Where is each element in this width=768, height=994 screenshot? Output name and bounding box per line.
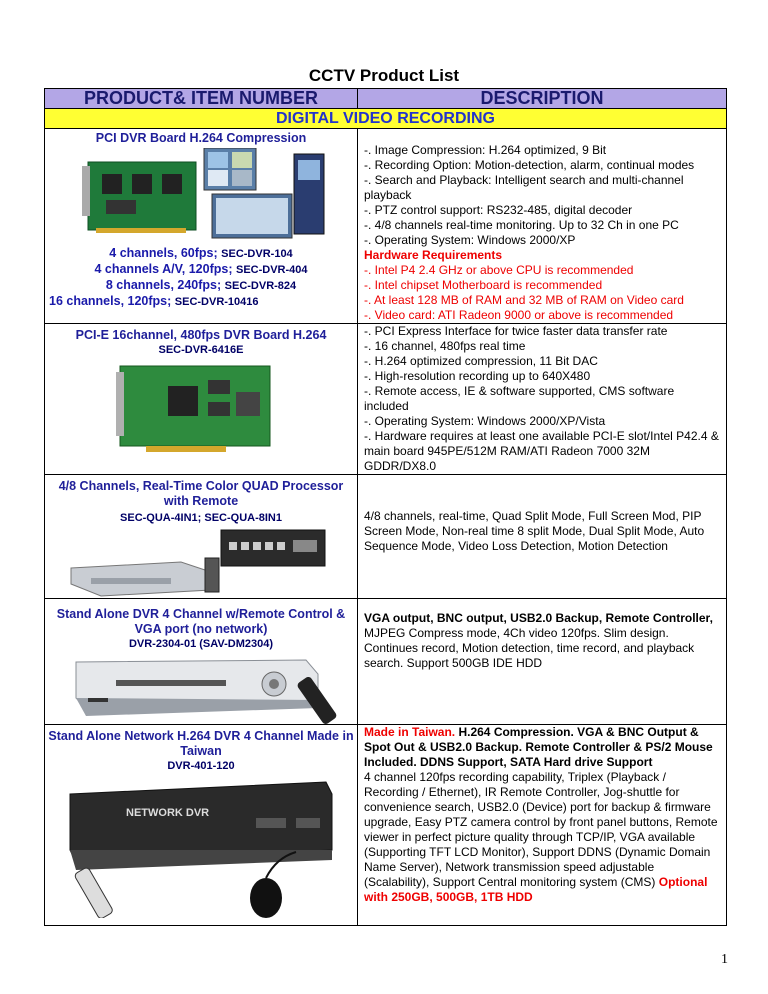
product-sku: SEC-QUA-4IN1; SEC-QUA-8IN1 [120,512,282,524]
model-line [45,278,357,294]
desc-line: -. PCI Express Interface for twice faster data transfer rate [364,324,668,338]
desc-text [364,770,720,905]
model-text: 16 channels, 120fps; [49,294,172,308]
desc-bold: VGA output, BNC output, USB2.0 Backup, Remote Controller, [364,611,713,625]
req-line: -. Video card: ATI Radeon 9000 or above is recommended [364,308,674,322]
product-sku: DVR-2304-01 (SAV-DM2304) [128,638,274,650]
requirements-title: Hardware Requirements [364,248,503,262]
model-text: 4 channels, 60fps; [109,246,218,260]
product-name: 4/8 Channels, Real-Time Color QUAD Processor with Remote [58,479,344,508]
product-cell [45,599,358,725]
table-row [45,475,727,599]
req-line: -. Intel chipset Motherboard is recommended [364,278,603,292]
model-text: 4 channels A/V, 120fps; [94,262,233,276]
product-cell [45,129,358,324]
product-name: PCI DVR Board H.264 Compression [95,131,307,145]
model-sku: SEC-DVR-10416 [174,296,259,308]
desc-line: -. Operating System: Windows 2000/XP/Vista [364,414,606,428]
pcie-board-image [116,362,286,460]
desc-line: -. High-resolution recording up to 640X480 [364,369,591,383]
desc-plain: 4 channel 120fps recording capability, Triplex (Playback / Recording / Ethernet), IR Remote Controller, Jog-shuttle for convenience search, USB2.0 (Device) port for backup & firmware upgrade, Easy PTZ camera control by front panel buttons, Remote viewer in perfect picture quality through TCP/IP, VGA available (Supporting TFT LCD Monitor), Support DDNS (Dynamic Domain Name Server), Network transmission speed adjustable (Scalability), Support Central monitoring system (CMS) [364,770,718,889]
desc-red-optional: Optional with 250GB, 500GB, 1TB HDD [364,875,708,904]
table-row [45,324,727,475]
section-title: DIGITAL VIDEO RECORDING [45,109,727,129]
desc-line: -. PTZ control support: RS232-485, digital decoder [364,203,633,217]
model-list [45,246,357,310]
req-line: -. Intel P4 2.4 GHz or above CPU is recommended [364,263,634,277]
product-cell [45,725,358,926]
product-name: Stand Alone Network H.264 DVR 4 Channel Made in Taiwan [48,729,354,758]
desc-text [364,611,720,671]
quad-processor-image [61,528,341,598]
desc-plain: MJPEG Compress mode, 4Ch video 120fps. Slim design. Continues record, Motion detection, time record, and playback search. Support 500GB IDE HDD [364,626,695,670]
product-name: Stand Alone DVR 4 Channel w/Remote Control & VGA port (no network) [56,607,346,636]
description-cell [358,129,727,324]
model-sku: SEC-DVR-104 [221,248,293,260]
product-cell [45,475,358,599]
desc-text: 4/8 channels, real-time, Quad Split Mode, Full Screen Mod, PIP Screen Mode, Non-real time 8 split Mode, Dual Split Mode, Auto Sequence Mode, Video Loss Detection, Motion Detection [364,509,705,553]
req-line: -. At least 128 MB of RAM and 32 MB of RAM on Video card [364,293,684,307]
description-cell [358,324,727,475]
desc-line: -. Image Compression: H.264 optimized, 9 Bit [364,143,607,157]
page-number: 1 [721,952,728,967]
description-cell [358,725,727,926]
description-cell [358,599,727,725]
model-line [45,246,357,262]
desc-line: -. Search and Playback: Intelligent search and multi-channel playback [364,173,684,202]
model-line [45,262,357,278]
header-description: DESCRIPTION [358,89,727,109]
section-row [45,109,727,129]
product-name: PCI-E 16channel, 480fps DVR Board H.264 [75,328,327,342]
page-title: CCTV Product List [308,66,460,85]
desc-line: -. Hardware requires at least one available PCI-E slot/Intel P42.4 & main board 945PE/512M RAM/ATI Radeon 7000 32M GDDR/DX8.0 [364,429,719,473]
table-row [45,599,727,725]
desc-line: -. Remote access, IE & software supported, CMS software included [364,384,675,413]
header-product: PRODUCT& ITEM NUMBER [45,89,358,109]
table-row [45,725,727,926]
product-cell [45,324,358,475]
product-sku: SEC-DVR-6416E [158,344,244,356]
table-row [45,129,727,324]
model-line [45,294,357,310]
desc-line: -. Operating System: Windows 2000/XP [364,233,576,247]
desc-bold: H.264 Compression. VGA & BNC Output & Spot Out & USB2.0 Backup. Remote Controller & PS/2 Mouse Included. DDNS Support, SATA Hard drive Support [364,725,713,769]
product-sku: DVR-401-120 [167,760,235,772]
model-sku: SEC-DVR-404 [235,264,308,276]
desc-red: Made in Taiwan. [364,725,456,739]
description-cell [358,475,727,599]
model-sku: SEC-DVR-824 [224,280,297,292]
desc-line: -. H.264 optimized compression, 11 Bit DAC [364,354,598,368]
desc-line: -. 16 channel, 480fps real time [364,339,526,353]
network-dvr-image [56,778,346,918]
model-text: 8 channels, 240fps; [105,278,222,292]
product-table [44,88,727,926]
desc-text [364,725,720,770]
dvr-panel-label: NETWORK DVR [126,807,210,819]
desc-line: -. 4/8 channels real-time monitoring. Up to 32 Ch in one PC [364,218,679,232]
pci-dvr-board-image [76,148,326,240]
table-header-row [45,89,727,109]
standalone-dvr-image [56,654,346,724]
desc-line: -. Recording Option: Motion-detection, alarm, continual modes [364,158,695,172]
